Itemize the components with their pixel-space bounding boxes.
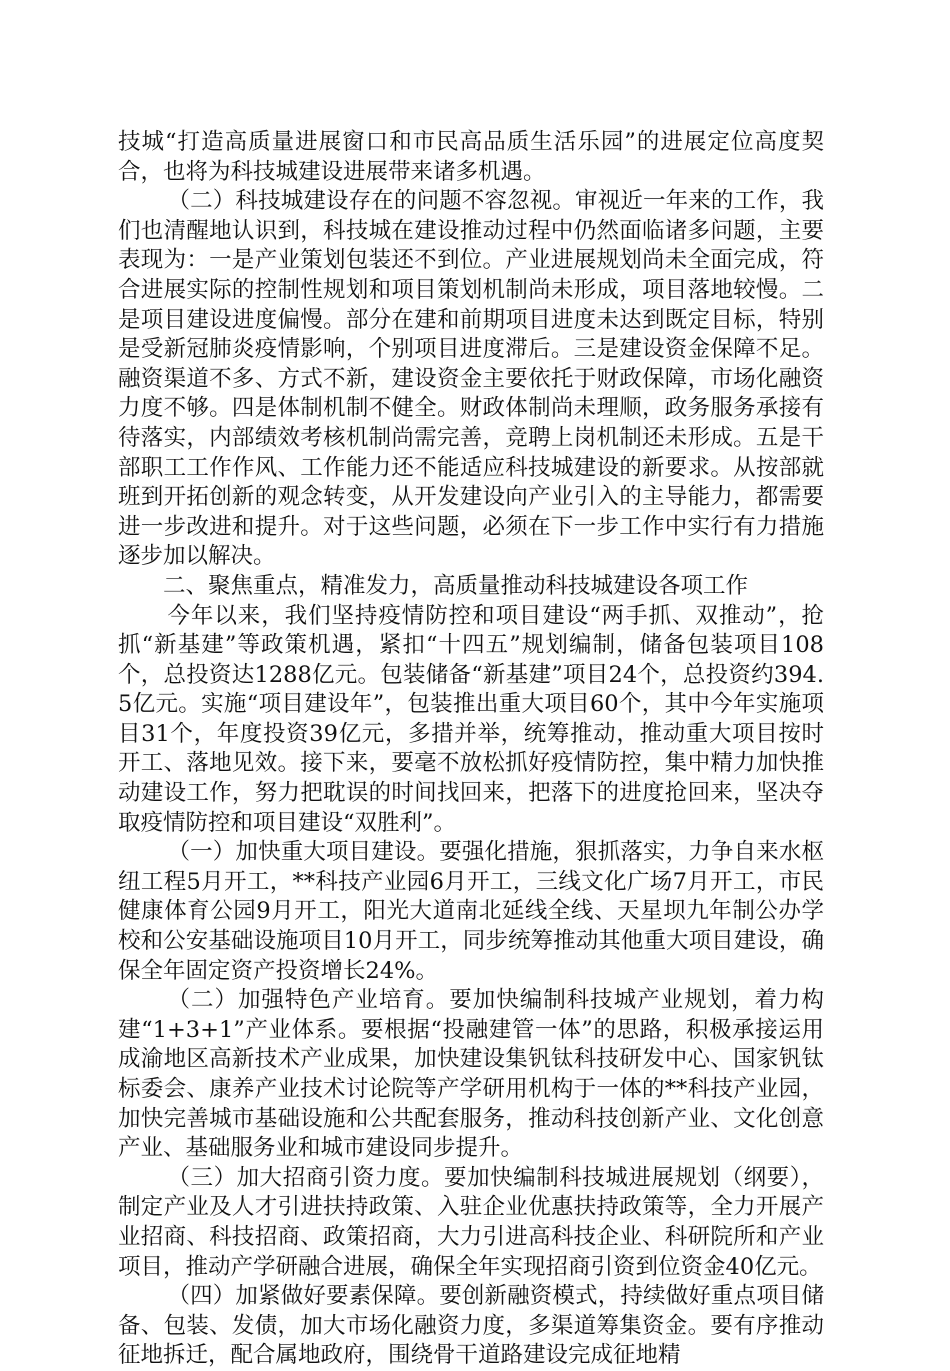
paragraph-investment: （三）加大招商引资力度。要加快编制科技城进展规划（纲要），制定产业及人才引进扶持政策、入驻企业优惠扶持政策等，全力开展产业招商、科技招商、政策招商，大力引进高科技企业、科研院所和产业项目，推动产学研融合进展，确保全年实现招商引资到位资金40亿元。 [118, 1164, 824, 1280]
section-heading: 二、聚焦重点，精准发力，高质量推动科技城建设各项工作 [163, 572, 749, 599]
paragraph-problems: （二）科技城建设存在的问题不容忽视。审视近一年来的工作，我们也清醒地认识到，科技城在建设推动过程中仍然面临诸多问题，主要表现为：一是产业策划包装还不到位。产业进展规划尚未全面完成，符合进展实际的控制性规划和项目策划机制尚未形成，项目落地较慢。二是项目建设进度偏慢。部分在建和前期项目进度未达到既定目标，特别是受新冠肺炎疫情影响，个别项目进度滞后。三是建设资金保障不足。融资渠道不多、方式不新，建设资金主要依托于财政保障，市场化融资力度不够。四是体制机制不健全。财政体制尚未理顺，政务服务承接有待落实，内部绩效考核机制尚需完善，竞聘上岗机制还未形成。五是干部职工工作作风、工作能力还不能适应科技城建设的新要求。从按部就班到开拓创新的观念转变，从开发建设向产业引入的主导能力，都需要进一步改进和提升。对于这些问题，必须在下一步工作中实行有力措施逐步加以解决。 [118, 188, 824, 570]
paragraph-continuation: 技城“打造高质量进展窗口和市民高品质生活乐园”的进展定位高度契合，也将为科技城建设进展带来诸多机遇。 [118, 129, 824, 185]
paragraph-industry: （二）加强特色产业培育。要加快编制科技城产业规划，着力构建“1+3+1”产业体系。要根据“投融建管一体”的思路，积极承接运用成渝地区高新技术产业成果，加快建设集钒钛科技研发中心、国家钒钛标委会、康养产业技术讨论院等产学研用机构于一体的**科技产业园，加快完善城市基础设施和公共配套服务，推动科技创新产业、文化创意产业、基础服务业和城市建设同步提升。 [118, 987, 824, 1162]
paragraph-resources: （四）加紧做好要素保障。要创新融资模式，持续做好重点项目储备、包装、发债，加大市场化融资力度，多渠道筹集资金。要有序推动征地拆迁，配合属地政府，围绕骨干道路建设完成征地精 [118, 1283, 824, 1369]
paragraph-major-projects: （一）加快重大项目建设。要强化措施，狠抓落实，力争自来水枢纽工程5月开工，**科技产业园6月开工，三线文化广场7月开工，市民健康体育公园9月开工，阳光大道南北延线全线、天星坝九年制公办学校和公安基础设施项目10月开工，同步统筹推动其他重大项目建设，确保全年固定资产投资增长24%。 [118, 839, 824, 984]
paragraph-overview: 今年以来，我们坚持疫情防控和项目建设“两手抓、双推动”，抢抓“新基建”等政策机遇，紧扣“十四五”规划编制，储备包装项目108个，总投资达1288亿元。包装储备“新基建”项目24个，总投资约394.5亿元。实施“项目建设年”，包装推出重大项目60个，其中今年实施项目31个，年度投资39亿元，多措并举，统筹推动，推动重大项目按时开工、落地见效。接下来，要毫不放松抓好疫情防控，集中精力加快推动建设工作，努力把耽误的时间找回来，把落下的进度抢回来，坚决夺取疫情防控和项目建设“双胜利”。 [118, 602, 824, 836]
document-body [118, 128, 824, 1371]
